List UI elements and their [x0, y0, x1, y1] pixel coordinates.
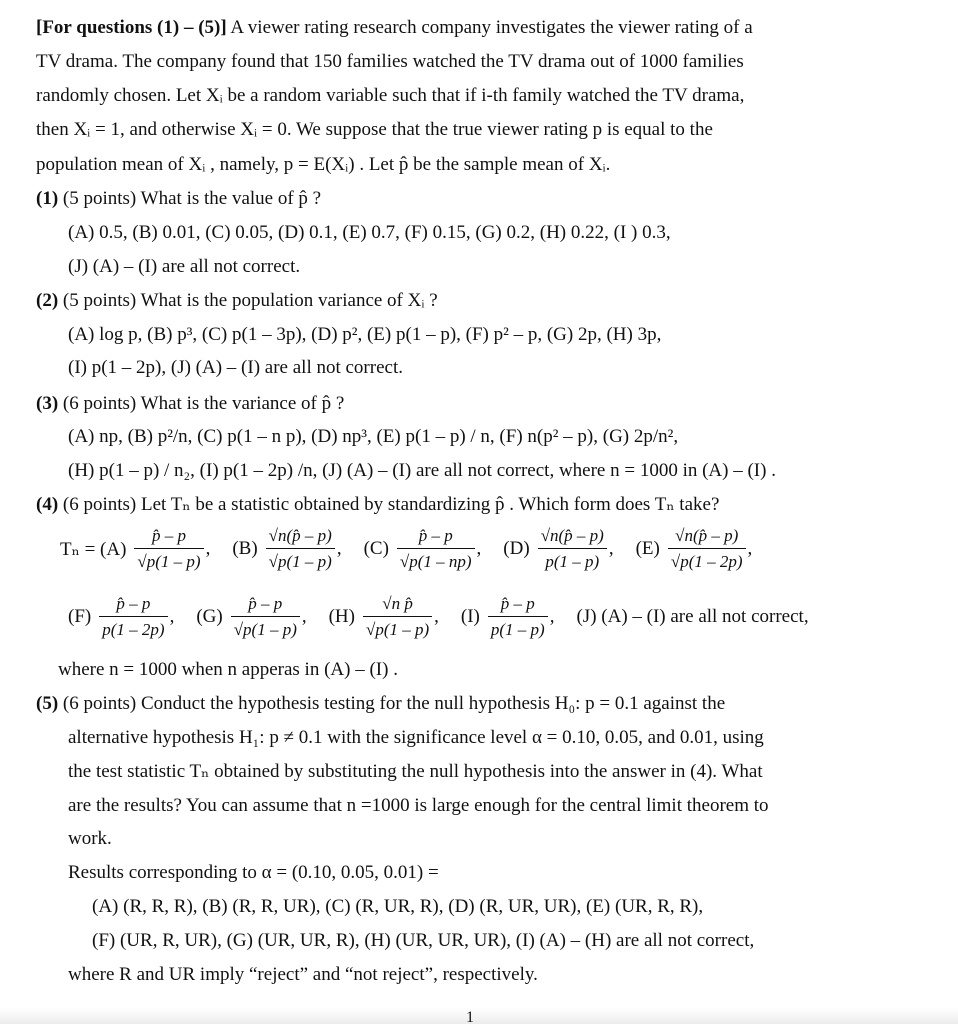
separator: ,: [336, 538, 342, 559]
option-4d-fraction: [538, 526, 607, 572]
question-5-options-2: (F) (UR, R, UR), (G) (UR, UR, R), (H) (UR, UR, UR), (I) (A) – (H) are all not correct,: [92, 930, 755, 951]
question-2-options-1: (A) log p, (B) p³, (C) p(1 – 3p), (D) p², (E) p(1 – p), (F) p² – p, (G) 2p, (H) 3p,: [68, 324, 662, 345]
option-4e-label: (E): [635, 538, 660, 559]
question-5-line-2: alternative hypothesis H₁: p ≠ 0.1 with the significance level α = 0.10, 0.05, and 0.01, using: [68, 727, 764, 748]
option-4b-fraction: [266, 526, 335, 572]
option-4g-fraction: [231, 594, 300, 640]
option-4c-denominator: √p(1 – np): [397, 548, 475, 572]
intro-line-1: [36, 18, 753, 37]
question-5-line-4: are the results? You can assume that n =1000 is large enough for the central limit theorem to: [68, 795, 769, 816]
option-4i-numerator: p̂ – p: [500, 594, 535, 613]
question-4-number: (4): [36, 494, 59, 515]
question-4-text: (6 points) Let Tₙ be a statistic obtained by standardizing p̂ . Which form does Tₙ take?: [58, 494, 720, 515]
option-4f-fraction: [99, 594, 167, 640]
option-4f-denominator: p(1 – 2p): [99, 616, 167, 640]
page-bottom-edge: [0, 1008, 958, 1024]
question-5-options-1: (A) (R, R, R), (B) (R, R, UR), (C) (R, UR, R), (D) (R, UR, UR), (E) (UR, R, R),: [92, 896, 704, 917]
option-4g-denominator: √p(1 – p): [231, 616, 300, 640]
question-4-options-row-2: [68, 594, 809, 640]
separator: ,: [608, 538, 614, 559]
separator: ,: [301, 606, 307, 627]
option-4i-label: (I): [460, 606, 480, 627]
intro-line-5: population mean of Xᵢ , namely, p = E(Xᵢ) . Let p̂ be the sample mean of Xᵢ.: [36, 154, 611, 175]
separator: ,: [747, 538, 753, 559]
question-5-line-5: work.: [68, 828, 112, 849]
intro-line-1-text: A viewer rating research company investigates the viewer rating of a: [226, 17, 753, 38]
intro-line-3: randomly chosen. Let Xᵢ be a random variable such that if i-th family watched the TV drama,: [36, 85, 745, 106]
question-1-number: (1): [36, 188, 59, 209]
option-4h-numerator: √n p̂: [382, 594, 413, 613]
question-2-text: (5 points) What is the population variance of Xᵢ ?: [58, 290, 438, 311]
question-1-options-2: (J) (A) – (I) are all not correct.: [68, 256, 301, 277]
option-4d-denominator: p(1 – p): [538, 548, 607, 572]
separator: ,: [549, 606, 555, 627]
option-4c-numerator: p̂ – p: [418, 526, 453, 545]
question-2-stem: [36, 291, 438, 310]
option-4b-numerator: √n(p̂ – p): [268, 526, 332, 545]
option-4b-denominator: √p(1 – p): [266, 548, 335, 572]
intro-line-4: then Xᵢ = 1, and otherwise Xᵢ = 0. We suppose that the true viewer rating p is equal to the: [36, 119, 713, 140]
option-4a-denominator: √p(1 – p): [134, 548, 203, 572]
question-4-stem: [36, 495, 719, 514]
separator: ,: [434, 606, 439, 627]
question-4-options-row-1: [60, 526, 752, 572]
question-3-stem: [36, 394, 344, 413]
option-4f-label: (F): [68, 606, 92, 627]
option-4g-numerator: p̂ – p: [248, 594, 283, 613]
option-4f-numerator: p̂ – p: [116, 594, 151, 613]
option-4i-denominator: p(1 – p): [488, 616, 548, 640]
question-1-text: (5 points) What is the value of p̂ ?: [58, 188, 322, 209]
question-5-results-label: Results corresponding to α = (0.10, 0.05, 0.01) =: [68, 862, 439, 883]
question-2-options-2: (I) p(1 – 2p), (J) (A) – (I) are all not correct.: [68, 357, 403, 378]
question-4-lead: Tₙ = (A): [60, 538, 127, 560]
question-1-stem: [36, 189, 321, 208]
question-5-text: (6 points) Conduct the hypothesis testing for the null hypothesis H₀: p = 0.1 against the: [58, 693, 726, 714]
option-4c-label: (C): [363, 538, 389, 559]
question-2-number: (2): [36, 290, 59, 311]
option-4i-fraction: [488, 594, 548, 640]
option-4h-denominator: √p(1 – p): [363, 616, 432, 640]
separator: ,: [476, 538, 482, 559]
option-4e-denominator: √p(1 – 2p): [668, 548, 746, 572]
option-4e-fraction: [668, 526, 746, 572]
question-4-footer: where n = 1000 when n apperas in (A) – (I) .: [58, 659, 398, 680]
question-3-options-1: (A) np, (B) p²/n, (C) p(1 – n p), (D) np³, (E) p(1 – p) / n, (F) n(p² – p), (G) 2p/n²,: [68, 426, 679, 447]
question-5-number: (5): [36, 693, 59, 714]
option-4b-label: (B): [232, 538, 258, 559]
option-4d-numerator: √n(p̂ – p): [540, 526, 604, 545]
separator: ,: [169, 606, 175, 627]
separator: ,: [205, 538, 211, 559]
page-number: 1: [466, 1009, 474, 1026]
question-5-note: where R and UR imply “reject” and “not reject”, respectively.: [68, 964, 538, 985]
intro-line-2: TV drama. The company found that 150 families watched the TV drama out of 1000 families: [36, 51, 744, 72]
option-4g-label: (G): [196, 606, 223, 627]
option-4h-label: (H): [328, 606, 355, 627]
question-3-text: (6 points) What is the variance of p̂ ?: [58, 393, 345, 414]
option-4j-text: (J) (A) – (I) are all not correct,: [576, 606, 809, 627]
option-4c-fraction: [397, 526, 475, 572]
option-4d-label: (D): [503, 538, 530, 559]
option-4h-fraction: [363, 594, 432, 640]
question-5-line-3: the test statistic Tₙ obtained by substituting the null hypothesis into the answer in (4). What: [68, 761, 763, 782]
option-4e-numerator: √n(p̂ – p): [675, 526, 739, 545]
question-1-options-1: (A) 0.5, (B) 0.01, (C) 0.05, (D) 0.1, (E) 0.7, (F) 0.15, (G) 0.2, (H) 0.22, (I ) 0.3,: [68, 222, 671, 243]
option-4a-numerator: p̂ – p: [152, 526, 186, 545]
question-3-number: (3): [36, 393, 59, 414]
intro-bold-lead: [For questions (1) – (5)]: [36, 17, 227, 38]
question-5-stem: [36, 694, 725, 713]
question-3-options-2: (H) p(1 – p) / n₂, (I) p(1 – 2p) /n, (J) (A) – (I) are all not correct, where n = 1000 in (A) – (I) .: [68, 460, 776, 481]
option-4a-fraction: [134, 526, 203, 572]
